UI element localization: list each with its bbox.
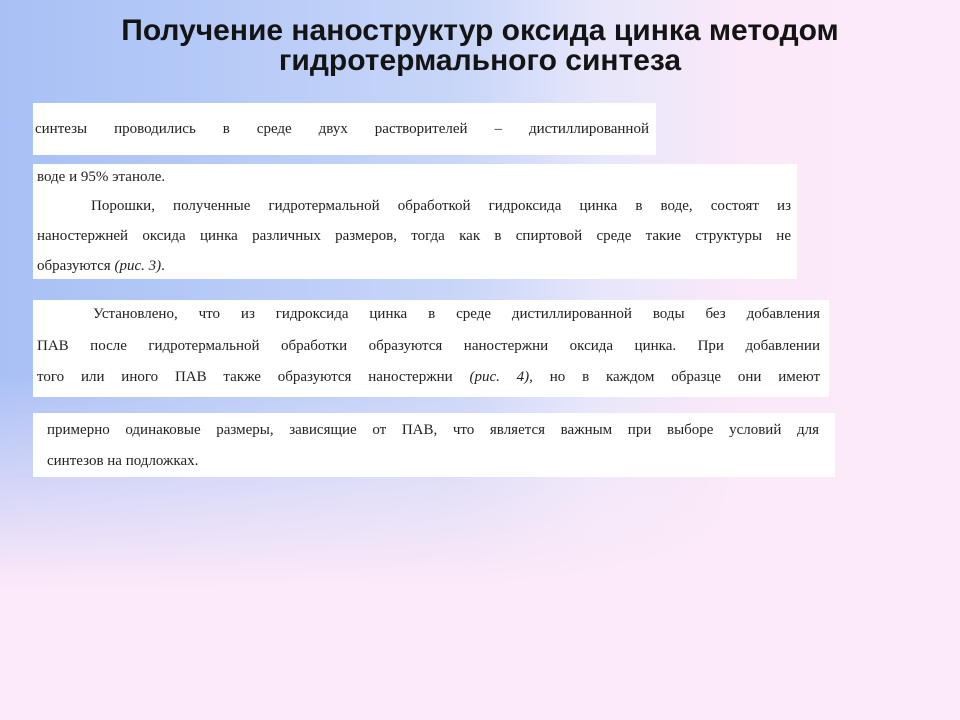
scan-4-line-1: примерно одинаковые размеры, зависящие от ПАВ, что является важным при выборе условий для [47,422,819,438]
scan-1-line-1: синтезы проводились в среде двух растворителей – дистиллированной [35,121,649,137]
scan-strip-2 [33,164,797,279]
scan-2-line-4-text: образуются [37,258,111,274]
scan-2-line-4-tail: . [161,258,165,274]
scan-2-line-1: воде и 95% этаноле. [37,169,166,185]
scan-3-line-2: ПАВ после гидротермальной обработки образуются наностержни оксида цинка. При добавлении [37,338,820,354]
scan-strip-3 [33,300,829,397]
scan-4-line-2: синтезов на подложках. [47,453,199,469]
scan-strip-1 [33,103,656,155]
scan-2-line-3: наностержней оксида цинка различных размеров, тогда как в спиртовой среде такие структуры не [37,228,791,244]
slide-title-line-2: гидротермального синтеза [278,44,682,77]
scan-3-line-1: Установлено, что из гидроксида цинка в среде дистиллированной воды без добавления [93,306,820,322]
scan-2-line-4 [37,258,337,275]
scan-2-line-2: Порошки, полученные гидротермальной обработкой гидроксида цинка в воде, состоят из [91,198,791,214]
slide-title-line-1: Получение наноструктур оксида цинка методом [121,14,839,47]
figure-ref-3: (рис. 3) [114,258,162,274]
scan-strip-4 [33,413,835,477]
slide-title [40,16,920,76]
figure-ref-4: (рис. 4) [469,369,530,385]
scan-3-line-3-text: того или иного ПАВ также образуются наностержни [37,369,453,385]
scan-3-line-3-tail: , но в каждом образце они имеют [529,369,821,385]
scan-3-line-3 [37,369,820,386]
